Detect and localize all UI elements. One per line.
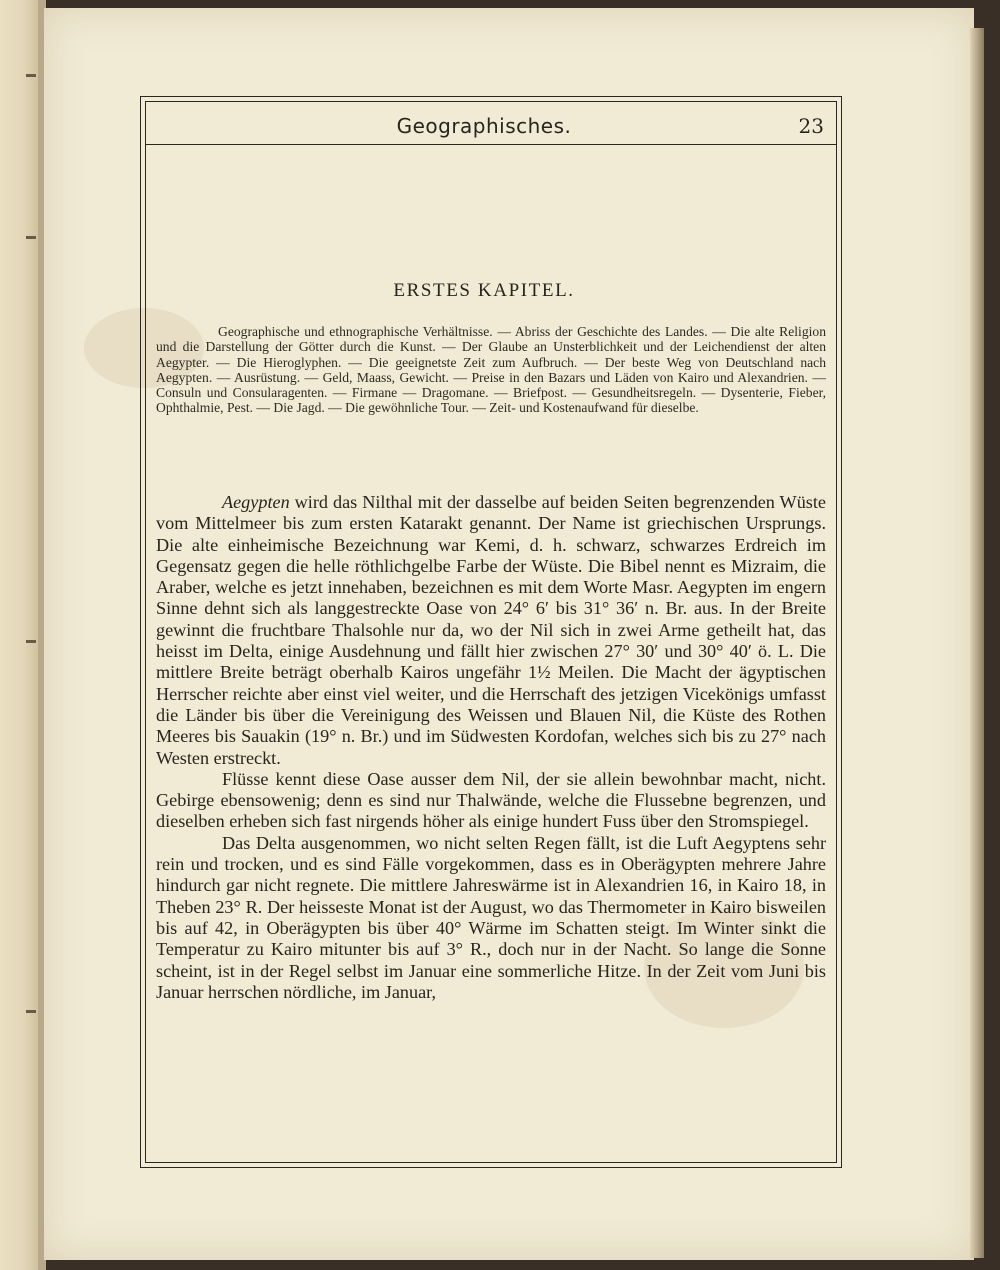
running-title: Geographisches. — [396, 114, 572, 138]
page-edge-shadow — [970, 28, 984, 1258]
paragraph — [156, 492, 826, 769]
chapter-summary — [156, 324, 826, 416]
binding-mark — [26, 1010, 36, 1013]
back-cover-edge — [0, 0, 40, 1270]
lead-word: Aegypten — [222, 492, 290, 512]
paragraph: Flüsse kennt diese Oase ausser dem Nil, der sie allein bewohnbar macht, nicht. Gebirge ebensowenig; denn es sind nur Thalwände, welche die Flussebne begrenzen, und dieselben erheben sich fast nirgends höher als einige hundert Fuss über den Stromspiegel. — [156, 768, 826, 832]
paragraph-text: wird das Nilthal mit der dasselbe auf beiden Seiten begrenzenden Wüste vom Mittelmeer bis zum ersten Katarakt genannt. Der Name ist griechischen Ursprungs. Die alte einheimische Bezeichnung war Kemi, d. h. schwarz, schwarzes Erdreich im Gegensatz gegen die helle röthlichgelbe Farbe der Wüste. Die Bibel nennt es Mizraim, die Araber, welche es jetzt innehaben, bezeichnen es mit dem Worte Masr. Aegypten im engern Sinne dehnt sich als langgestreckte Oase von 24° 6′ bis 31° 36′ n. Br. aus. In der Breite gewinnt die fruchtbare Thalsohle nur da, wo der Nil sich in zwei Arme getheilt hat, das heisst im Delta, einige Ausdehnung und fällt hier zwischen 27° 30′ und 30° 40′ ö. L. Die mittlere Breite beträgt oberhalb Kairos ungefähr 1½ Meilen. Die Macht der ägyptischen Herrscher reichte aber einst viel weiter, und die Herrschaft des jetzigen Vicekönigs umfasst die Länder bis über die Vereinigung des Weissen und Blauen Nil, die Küste des Rothen Meeres bis Sauakin (19° n. Br.) und im Südwesten Kordofan, welches sich bis zu 27° nach Westen erstreckt. — [156, 492, 826, 768]
binding-mark — [26, 236, 36, 239]
body-text — [156, 492, 826, 1003]
book-page — [44, 8, 974, 1260]
binding-mark — [26, 74, 36, 77]
binding-mark — [26, 640, 36, 643]
paragraph: Das Delta ausgenommen, wo nicht selten Regen fällt, ist die Luft Aegyptens sehr rein und trocken, und es sind Fälle vorgekommen, dass es in Oberägypten mehrere Jahre hindurch gar nicht regnete. Die mittlere Jahreswärme ist in Alexandrien 16, in Kairo 18, in Theben 23° R. Der heisseste Monat ist der August, wo das Thermometer in Kairo bisweilen bis auf 42, in Oberägypten bis über 40° Wärme im Schatten steigt. Im Winter sinkt die Temperatur zu Kairo mitunter bis auf 3° R., doch nur in der Nacht. So lange die Sonne scheint, ist in der Regel selbst im Januar eine sommerliche Hitze. In der Zeit vom Juni bis Januar herrschen nördliche, im Januar, — [156, 832, 826, 1002]
chapter-title: ERSTES KAPITEL. — [393, 280, 575, 301]
chapter-summary-text: Geographische und ethnographische Verhältnisse. — Abriss der Geschichte des Landes. — Die alte Religion und die Darstellung der Götter durch die Kunst. — Der Glaube an Unsterblichkeit und der Leichendienst der alten Aegypter. — Die Hieroglyphen. — Die geeignetste Zeit zum Aufbruch. — Der beste Weg von Deutschland nach Aegypten. — Ausrüstung. — Geld, Maass, Gewicht. — Preise in den Bazars und Läden von Kairo und Alexandrien. — Consuln und Consularagenten. — Firmane — Dragomane. — Briefpost. — Gesundheitsregeln. — Dysenterie, Fieber, Ophthalmie, Pest. — Die Jagd. — Die gewöhnliche Tour. — Zeit- und Kostenaufwand für dieselbe. — [156, 324, 826, 416]
header-rule — [146, 144, 836, 145]
page-number: 23 — [798, 114, 824, 138]
